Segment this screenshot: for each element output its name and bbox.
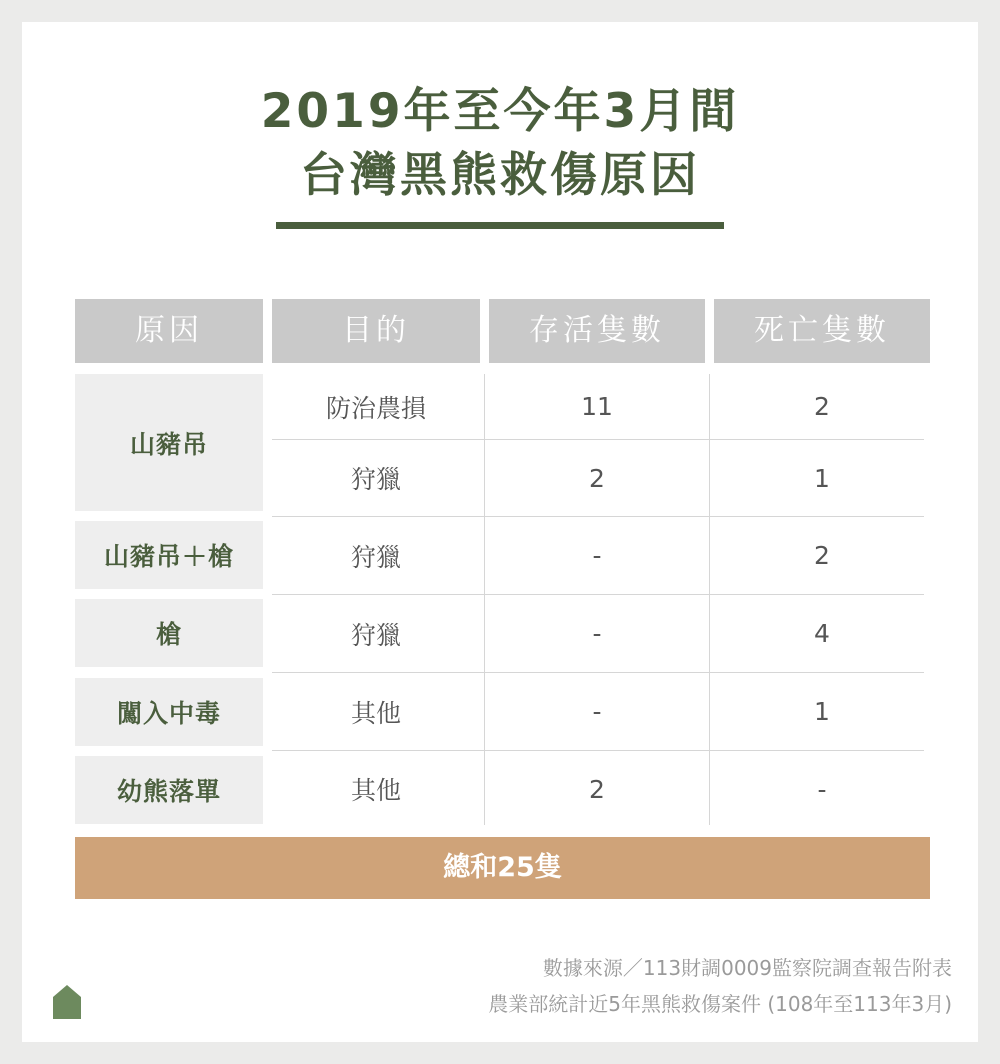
column-divider [709,374,710,825]
source-line-2: 農業部統計近5年黑熊救傷案件 (108年至113年3月) [488,992,952,1016]
title-line-1: 2019年至今年3月間 [260,84,740,139]
header-alive: 存活隻數 [489,299,705,363]
reason-cell: 闖入中毒 [75,678,263,746]
alive-cell: - [592,697,602,726]
dead-cell: 1 [814,697,830,726]
reason-cell: 槍 [75,599,263,667]
dead-cell: - [817,774,827,804]
alive-cell: - [592,619,602,648]
reason-cell: 幼熊落單 [75,756,263,824]
purpose-cell: 狩獵 [350,620,401,650]
dead-cell: 1 [814,463,830,493]
infographic-card [22,22,978,1042]
header-dead: 死亡隻數 [714,299,930,363]
title-underline [276,222,724,229]
total-bar: 總和25隻 [75,837,930,899]
purpose-cell: 其他 [350,698,401,728]
title-line-2: 台灣黑熊救傷原因 [300,148,700,203]
source-line-1: 數據來源／113財調0009監察院調查報告附表 [542,956,952,980]
dead-cell: 2 [814,541,830,570]
dead-cell: 4 [814,619,830,648]
reason-cell: 山豬吊＋槍 [75,521,263,589]
header-purpose: 目的 [272,299,480,363]
alive-cell: 2 [589,463,605,493]
reason-cell: 山豬吊 [75,374,263,511]
alive-cell: 2 [589,774,605,804]
column-divider [484,374,485,825]
purpose-cell: 其他 [350,776,401,805]
purpose-cell: 狩獵 [350,465,401,494]
alive-cell: - [592,541,602,570]
alive-cell: 11 [581,392,613,421]
purpose-cell: 防治農損 [325,393,426,423]
dead-cell: 2 [814,392,830,421]
house-icon [53,985,81,1019]
purpose-cell: 狩獵 [350,542,401,572]
source-note [488,950,952,1022]
header-reason: 原因 [75,299,263,363]
page-title [22,80,978,208]
